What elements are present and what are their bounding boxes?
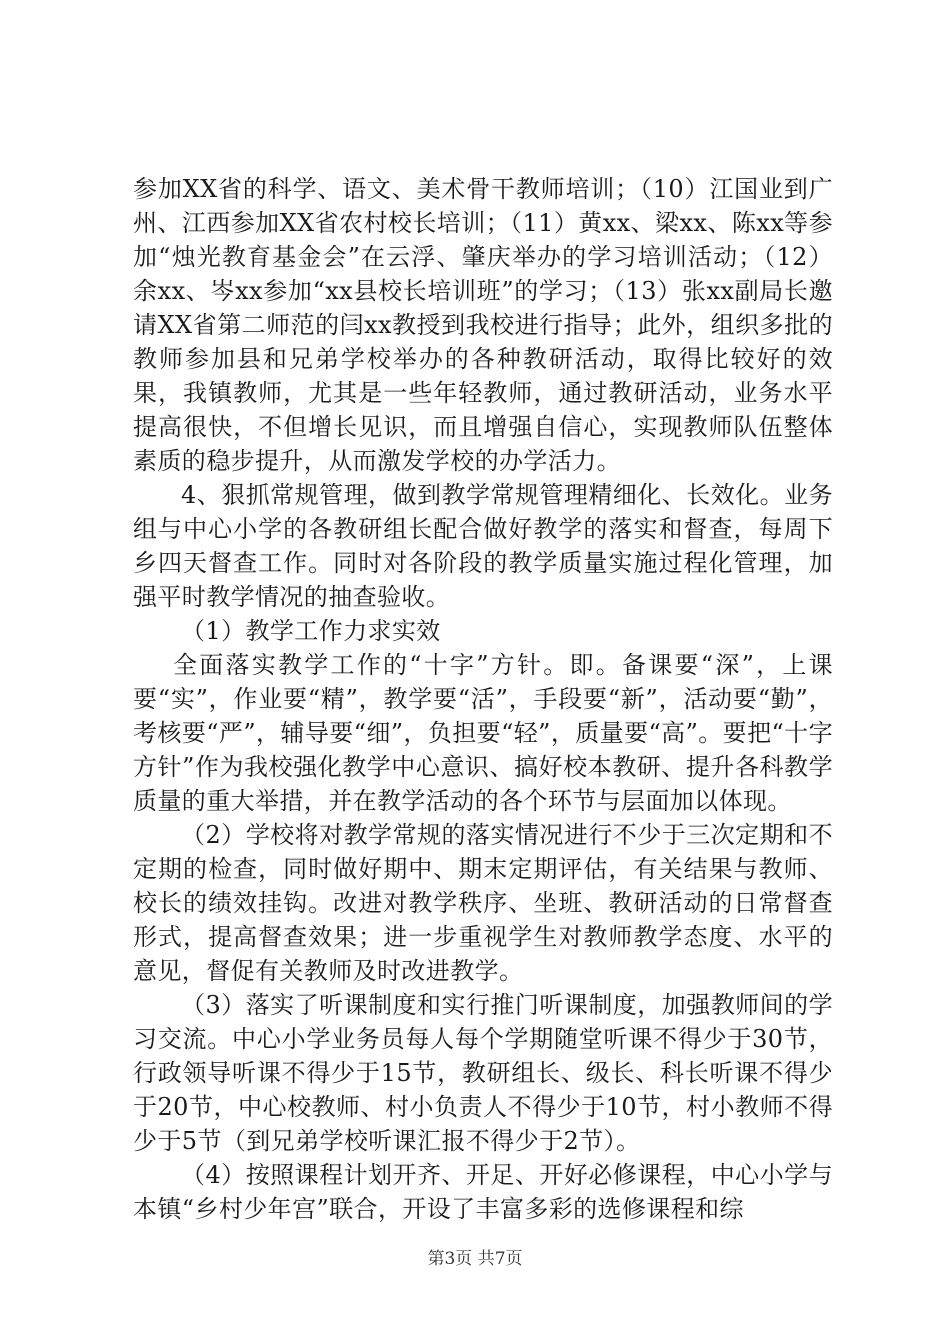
page-number-footer: 第3页 共7页 xyxy=(427,1249,523,1269)
paragraph-heading-teaching-effect: （1）教学工作力求实效 xyxy=(181,617,441,645)
paragraph-training-list: 参加XX省的科学、语文、美术骨干教师培训；（10）江国业到广州、江西参加XX省农村校长培训；（11）黄xx、梁xx、陈xx等参加“烛光教育基金会”在云浮、肇庆举办的学习培训活动；（12）余xx、岑xx参加“xx县校长培训班”的学习；（13）张xx副局长邀请XX省第二师范的闫xx教授到我校进行指导；此外，组织多批的教师参加县和兄弟学校举办的各种教研活动，取得比较好的效果，我镇教师，尤其是一些年轻教师，通过教研活动，业务水平提高很快，不但增长见识，而且增强自信心，实现教师队伍整体素质的稳步提升，从而激发学校的办学活力。 xyxy=(133,175,833,475)
paragraph-lesson-observation: （3）落实了听课制度和实行推门听课制度，加强教师间的学习交流。中心小学业务员每人每个学期随堂听课不得少于30节，行政领导听课不得少于15节，教研组长、级长、科长听课不得少于20节，中心校教师、村小负责人不得少于10节，村小教师不得少于5节（到兄弟学校听课汇报不得少于2节）。 xyxy=(133,991,833,1155)
paragraph-routine-management: 4、狠抓常规管理，做到教学常规管理精细化、长效化。业务组与中心小学的各教研组长配合做好教学的落实和督查，每周下乡四天督查工作。同时对各阶段的教学质量实施过程化管理，加强平时教学情况的抽查验收。 xyxy=(133,481,833,611)
paragraph-curriculum: （4）按照课程计划开齐、开足、开好必修课程，中心小学与本镇“乡村少年宫”联合，开设了丰富多彩的选修课程和综 xyxy=(133,1161,833,1223)
document-body xyxy=(133,172,833,1226)
paragraph-ten-character-policy: 全面落实教学工作的“十字”方针。即。备课要“深”，上课要“实”，作业要“精”，教学要“活”，手段要“新”，活动要“勤”，考核要“严”，辅导要“细”，负担要“轻”，质量要“高”。要把“十字方针”作为我校强化教学中心意识、搞好校本教研、提升各科教学质量的重大举措，并在教学活动的各个环节与层面加以体现。 xyxy=(133,651,833,815)
paragraph-routine-inspection: （2）学校将对教学常规的落实情况进行不少于三次定期和不定期的检查，同时做好期中、期末定期评估，有关结果与教师、校长的绩效挂钩。改进对教学秩序、坐班、教研活动的日常督查形式，提高督查效果；进一步重视学生对教师教学态度、水平的意见，督促有关教师及时改进教学。 xyxy=(133,821,833,985)
